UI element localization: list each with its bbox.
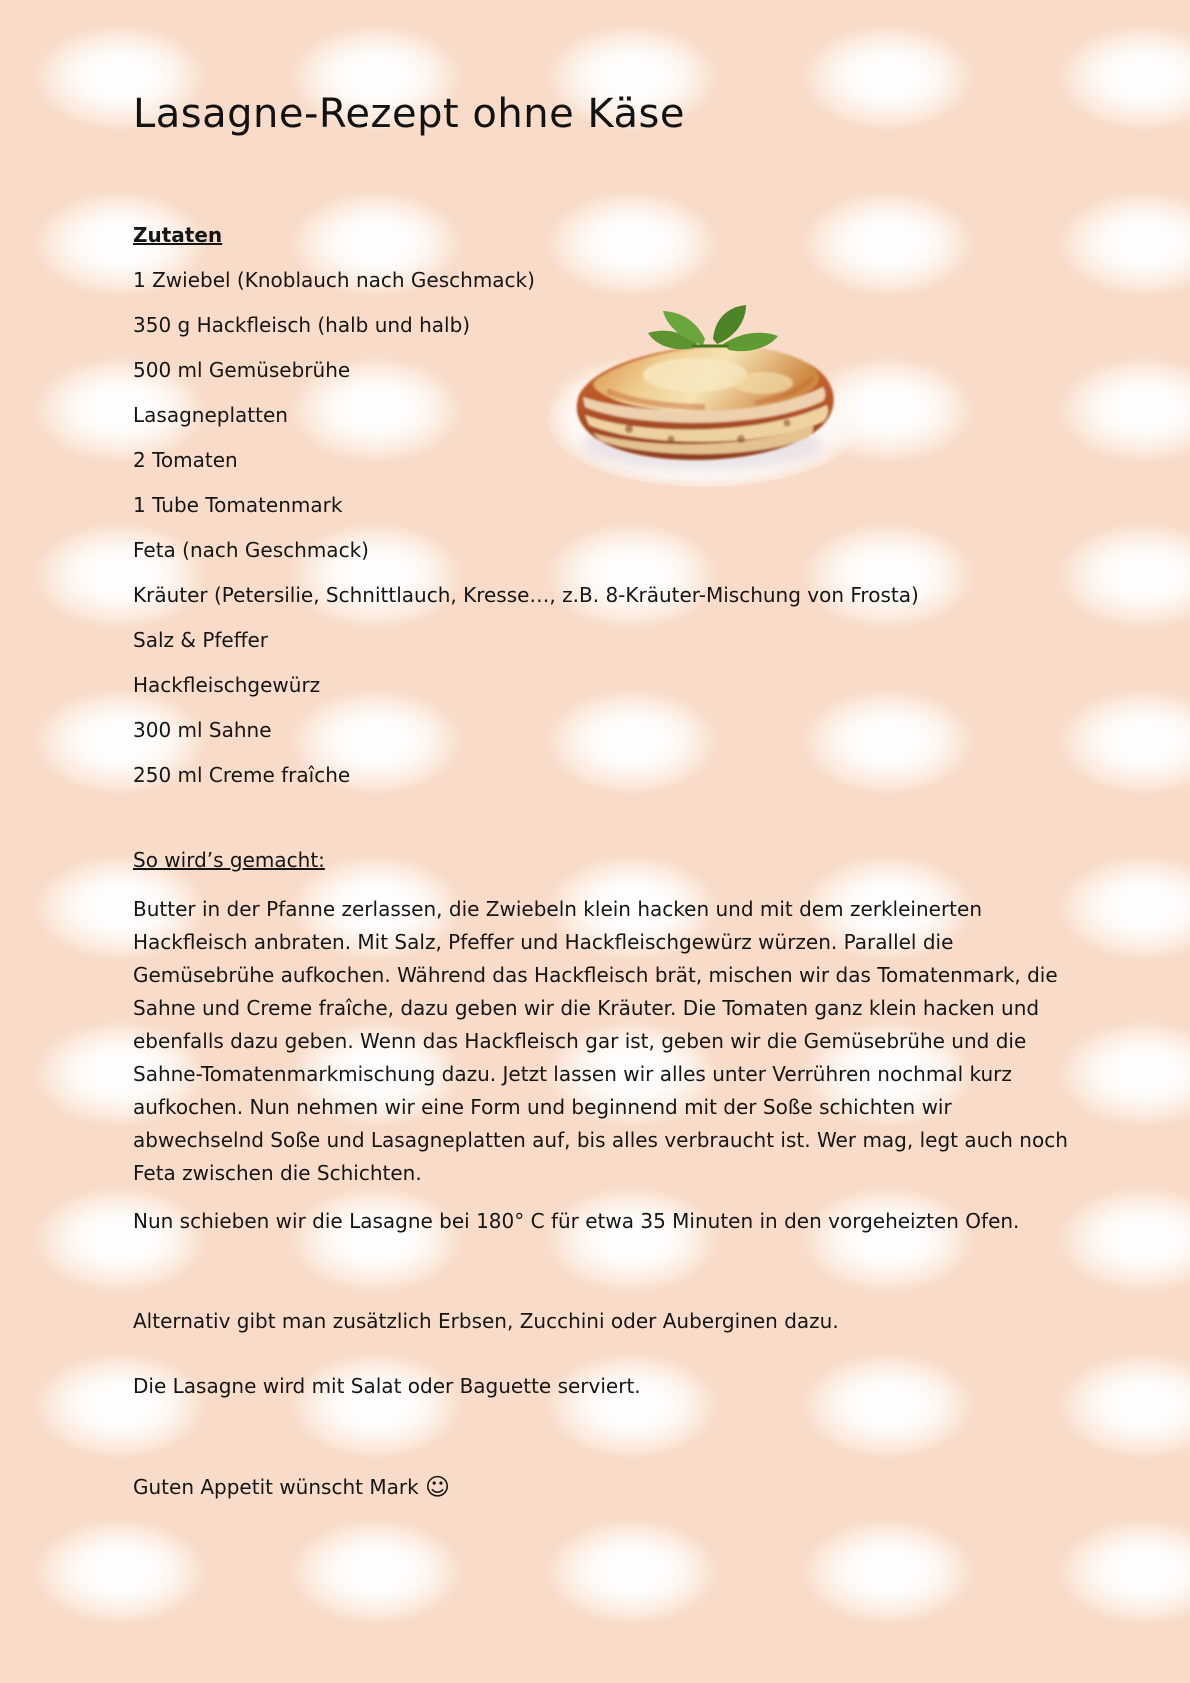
instructions-alternative-paragraph: Alternativ gibt man zusätzlich Erbsen, Zucchini oder Auberginen dazu. — [133, 1309, 839, 1333]
instructions-main-paragraph: Butter in der Pfanne zerlassen, die Zwiebeln klein hacken und mit dem zerkleinerten Hackfleisch anbraten. Mit Salz, Pfeffer und Hackfleischgewürz würzen. Parallel die Gemüsebrühe aufkochen. Während das Hackfleisch brät, mischen wir das Tomatenmark, die Sahne und Creme fraîche, dazu geben wir die Kräuter. Die Tomaten ganz klein hacken und ebenfalls dazu geben. Wenn das Hackfleisch gar ist, geben wir die Gemüsebrühe und die Sahne-Tomatenmarkmischung dazu. Jetzt lassen wir alles unter Verrühren nochmal kurz aufkochen. Nun nehmen wir eine Form und beginnend mit der Soße schichten wir abwechselnd Soße und Lasagneplatten auf, bis alles verbraucht ist. Wer mag, legt auch noch Feta zwischen die Schichten. — [133, 897, 1068, 1185]
ingredient-item: 300 ml Sahne — [133, 718, 272, 742]
ingredients-list — [133, 265, 1073, 790]
ingredient-item: 1 Zwiebel (Knoblauch nach Geschmack) — [133, 268, 535, 292]
closing-line — [133, 1471, 1073, 1504]
instructions-serving-paragraph: Die Lasagne wird mit Salat oder Baguette serviert. — [133, 1374, 641, 1398]
smiley-icon: ☺ — [425, 1473, 451, 1501]
ingredients-heading: Zutaten — [133, 223, 223, 247]
instructions-section — [133, 845, 1073, 1403]
closing-text: Guten Appetit wünscht Mark — [133, 1475, 419, 1499]
ingredient-item: 1 Tube Tomatenmark — [133, 493, 343, 517]
ingredient-item: 2 Tomaten — [133, 448, 238, 472]
page-title: Lasagne-Rezept ohne Käse — [133, 91, 685, 137]
document-body — [133, 88, 1073, 1524]
instructions-heading: So wird’s gemacht: — [133, 848, 325, 872]
ingredient-item: Hackfleischgewürz — [133, 673, 321, 697]
ingredient-item: Lasagneplatten — [133, 403, 288, 427]
ingredients-section — [133, 220, 1073, 790]
ingredient-item: Salz & Pfeffer — [133, 628, 269, 652]
ingredient-item: Feta (nach Geschmack) — [133, 538, 369, 562]
ingredient-item: 350 g Hackfleisch (halb und halb) — [133, 313, 471, 337]
ingredient-item: Kräuter (Petersilie, Schnittlauch, Kresse…, z.B. 8-Kräuter-Mischung von Frosta) — [133, 583, 919, 607]
instructions-oven-paragraph: Nun schieben wir die Lasagne bei 180° C für etwa 35 Minuten in den vorgeheizten Ofen. — [133, 1209, 1020, 1233]
ingredient-item: 500 ml Gemüsebrühe — [133, 358, 351, 382]
ingredient-item: 250 ml Creme fraîche — [133, 763, 351, 787]
